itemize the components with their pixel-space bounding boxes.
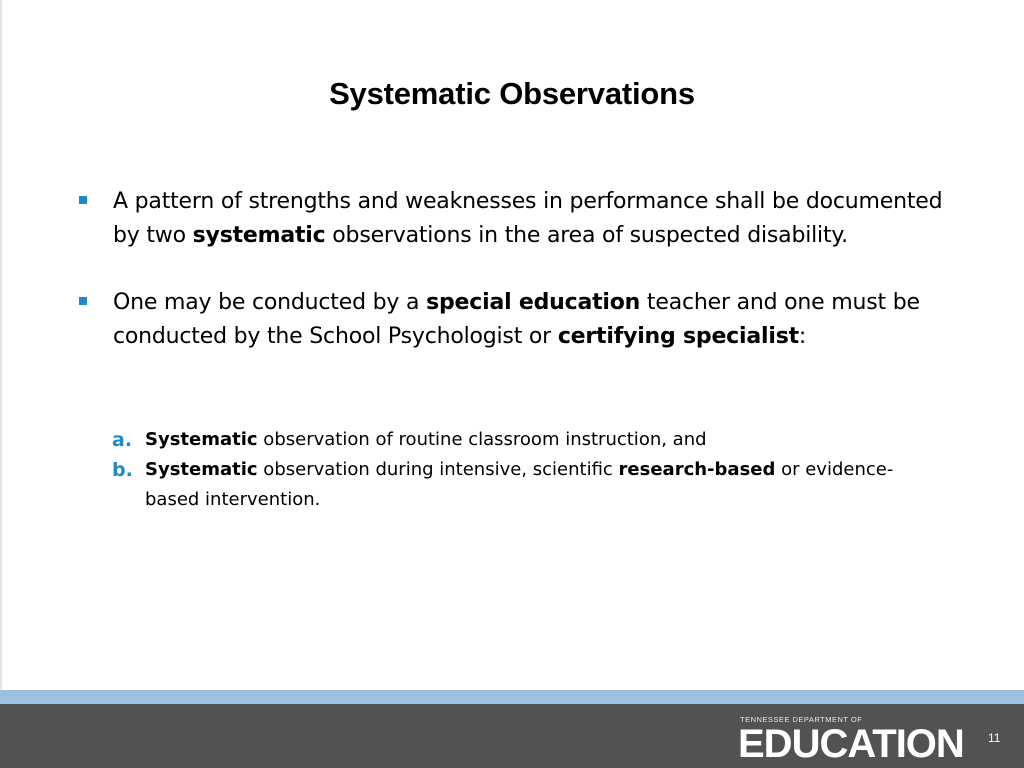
- bold-term-systematic: Systematic: [145, 429, 258, 450]
- sub-item-marker: a.: [112, 429, 133, 451]
- slide-title: Systematic Observations: [329, 76, 695, 111]
- bullet-text: observations in the area of suspected disability.: [325, 223, 848, 248]
- sub-item-marker: b.: [112, 459, 133, 481]
- bullet-list: [76, 185, 966, 354]
- bold-term-systematic: systematic: [192, 223, 326, 248]
- square-bullet-icon: [79, 297, 87, 305]
- bold-term-certifying-specialist: certifying specialist: [557, 324, 799, 349]
- bullet-text: A pattern of strengths and weaknesses in performance shall be documented by two: [113, 189, 943, 248]
- bullet-item-2: [76, 286, 966, 354]
- bold-term-special-education: special education: [426, 290, 641, 315]
- bold-term-research-based: research-based: [618, 459, 776, 480]
- education-logo: EDUCATION: [738, 722, 964, 766]
- page-number: 11: [988, 731, 1001, 745]
- sub-item-b: [112, 455, 932, 515]
- bold-term-systematic: Systematic: [145, 459, 258, 480]
- sub-item-text: or evidence-based intervention.: [145, 459, 894, 510]
- bullet-text: :: [798, 324, 807, 349]
- bullet-item-1: [76, 185, 966, 253]
- sub-item-text: observation of routine classroom instruction, and: [257, 429, 707, 450]
- bullet-text: One may be conducted by a: [113, 290, 427, 315]
- bullet-text: teacher and one must be conducted by the School Psychologist or: [113, 290, 920, 349]
- footer-accent-bar: [0, 690, 1024, 704]
- square-bullet-icon: [79, 196, 87, 204]
- sub-item-text: observation during intensive, scientific: [257, 459, 619, 480]
- sub-list: [112, 425, 932, 515]
- logo-subtitle: TENNESSEE DEPARTMENT OF: [740, 715, 863, 724]
- sub-item-a: [112, 425, 932, 455]
